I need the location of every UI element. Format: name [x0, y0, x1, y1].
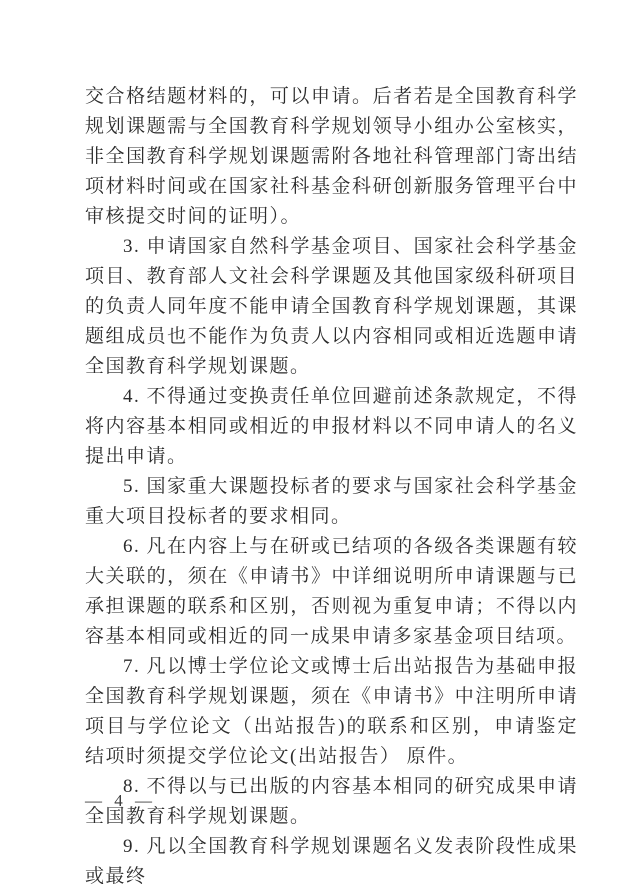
- paragraph-item-9: 9. 凡以全国教育科学规划课题名义发表阶段性成果或最终: [85, 836, 578, 887]
- paragraph-item-8: 8. 不得以与已出版的内容基本相同的研究成果申请全国教育科学规划课题。: [85, 776, 578, 827]
- paragraph-item-4: 4. 不得通过变换责任单位回避前述条款规定，不得将内容基本相同或相近的申报材料以不同申请人的名义提出申请。: [85, 386, 578, 467]
- paragraph-item-3: 3. 申请国家自然科学基金项目、国家社会科学基金项目、教育部人文社会科学课题及其他国家级科研项目的负责人同年度不能申请全国教育科学规划课题，其课题组成员也不能作为负责人以内容相同或相近选题申请全国教育科学规划课题。: [85, 236, 578, 377]
- paragraph-item-7: 7. 凡以博士学位论文或博士后出站报告为基础申报全国教育科学规划课题，须在《申请书》中注明所申请项目与学位论文（出站报告)的联系和区别，申请鉴定结项时须提交学位论文(出站报告） 原件。: [85, 656, 578, 767]
- page-number: — 4 —: [85, 791, 156, 810]
- paragraph-item-5: 5. 国家重大课题投标者的要求与国家社会科学基金重大项目投标者的要求相同。: [85, 476, 578, 527]
- paragraph-item-6: 6. 凡在内容上与在研或已结项的各级各类课题有较大关联的，须在《申请书》中详细说明所申请课题与已承担课题的联系和区别，否则视为重复申请；不得以内容基本相同或相近的同一成果申请多家基金项目结项。: [85, 536, 578, 647]
- page-content: [85, 82, 578, 892]
- paragraph-continuation: 交合格结题材料的，可以申请。后者若是全国教育科学规划课题需与全国教育科学规划领导小组办公室核实，非全国教育科学规划课题需附各地社科管理部门寄出结项材料时间或在国家社科基金科研创新服务管理平台中审核提交时间的证明）。: [85, 86, 578, 227]
